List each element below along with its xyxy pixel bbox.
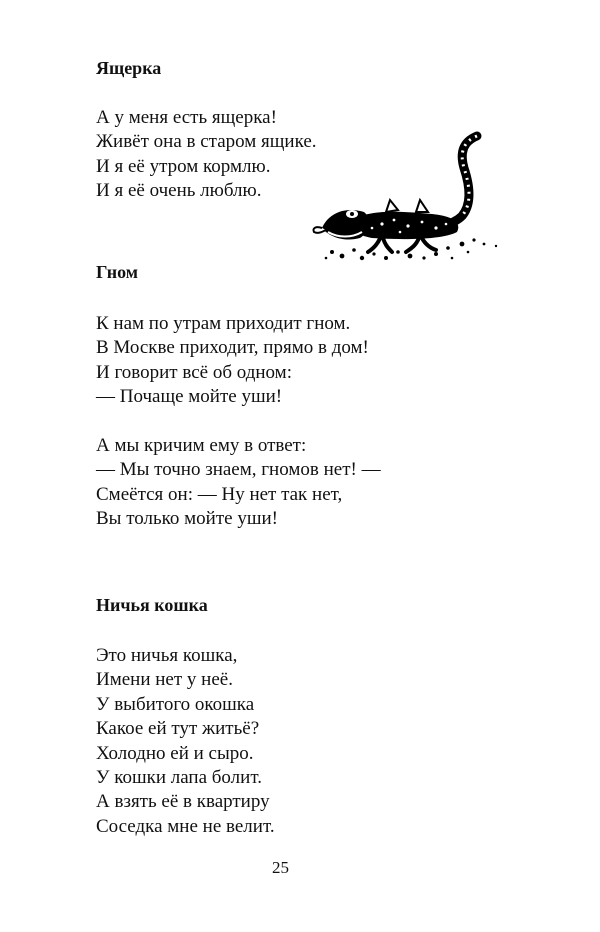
poem-line: И я её утром кормлю. xyxy=(96,155,271,177)
poem-line: Вы только мойте уши! xyxy=(96,508,278,530)
poem-stanza xyxy=(96,312,369,410)
poem-line: А у меня есть ящерка! xyxy=(96,107,277,128)
poem-line: Имени нет у неё. xyxy=(96,669,233,691)
poem-line: У выбитого окошка xyxy=(96,693,255,715)
lizard-illustration xyxy=(312,128,508,264)
poem-line: Живёт она в старом ящике. xyxy=(96,131,317,153)
poem-line: — Почаще мойте уши! xyxy=(96,386,283,408)
page-number: 25 xyxy=(272,858,289,877)
poem-line: А взять её в квартиру xyxy=(96,791,270,813)
poem-title-cat: Ничья кошка xyxy=(96,595,208,615)
poem-stanza xyxy=(96,644,275,839)
poem-line: Какое ей тут житьё? xyxy=(96,718,260,740)
poem-line: Холодно ей и сыро. xyxy=(96,742,254,764)
poem-title-lizard: Ящерка xyxy=(96,58,162,78)
poem-line: К нам по утрам приходит гном. xyxy=(96,313,351,334)
poem-line: И я её очень люблю. xyxy=(96,180,262,202)
poem-line: Это ничья кошка, xyxy=(96,645,238,666)
poem-line: В Москве приходит, прямо в дом! xyxy=(96,337,369,359)
poem-line: Смеётся он: — Ну нет так нет, xyxy=(96,483,343,505)
poem-stanza xyxy=(96,106,317,204)
poem-stanza xyxy=(96,434,381,532)
poem-line: Соседка мне не велит. xyxy=(96,815,275,837)
poem-title-gnome: Гном xyxy=(96,262,139,282)
poem-line: — Мы точно знаем, гномов нет! — xyxy=(96,459,381,481)
poem-line: А мы кричим ему в ответ: xyxy=(96,435,307,456)
poem-line: У кошки лапа болит. xyxy=(96,767,262,789)
poem-line: И говорит всё об одном: xyxy=(96,361,292,383)
